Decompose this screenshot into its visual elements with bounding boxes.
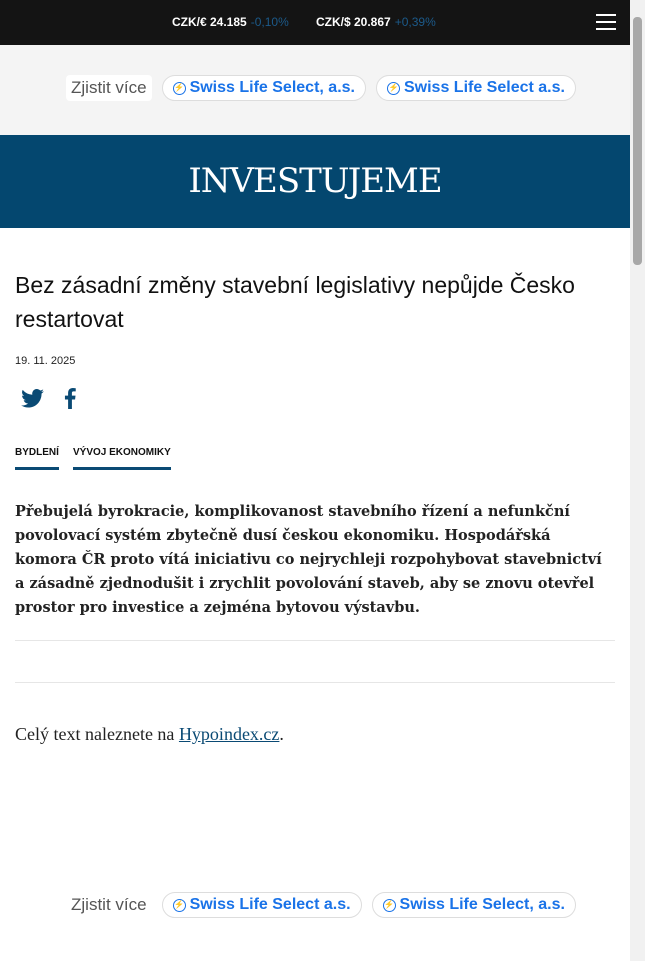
rate-eur [172,15,289,29]
ad-link-label: Swiss Life Select a.s. [403,79,565,96]
scrollbar-thumb[interactable] [633,17,642,265]
article-title: Bez zásadní změny stavební legislativy nepůjde Česko restartovat [15,272,575,332]
bolt-icon: ⚡ [387,82,400,95]
ad-bar-top [0,45,630,135]
hypoindex-link[interactable]: Hypoindex.cz [178,724,280,744]
bolt-icon: ⚡ [173,899,186,912]
divider [15,682,615,683]
site-logo[interactable]: INVESTUJEME [0,135,630,228]
article-date: 19. 11. 2025 [15,355,76,367]
top-bar [0,0,630,45]
rate-change: +0,39% [394,15,436,29]
ad-link-label: Swiss Life Select, a.s. [399,896,565,913]
ad-link-label: Swiss Life Select, a.s. [189,79,355,96]
rate-label: CZK/€ 24.185 [172,15,247,29]
rate-usd [316,15,436,29]
ad-bar-bottom [66,892,576,918]
ad-link-label: Swiss Life Select a.s. [189,896,351,913]
full-text-note [15,724,284,745]
tag-bydleni[interactable]: BYDLENÍ [15,447,59,470]
ad-link[interactable] [162,892,362,918]
full-text-prefix: Celý text naleznete na [15,724,179,744]
bolt-icon: ⚡ [383,899,396,912]
facebook-icon[interactable] [64,388,76,409]
divider [15,640,615,641]
full-text-suffix: . [279,724,284,744]
article-perex: Přebujelá byrokracie, komplikovanost stavebního řízení a nefunkční povolovací systém zbytečně dusí českou ekonomiku. Hospodářská komora ČR proto vítá iniciativu co nejrychleji rozpohybovat stavebnictví a zásadně zjednodušit i zrychlit povolování staveb, aby se znovu otevřel prostor pro investice a zejména bytovou výstavbu. [15,503,602,616]
ad-link[interactable] [376,75,576,101]
twitter-icon[interactable] [21,389,44,408]
menu-icon[interactable] [596,14,616,30]
tag-vyvoj-ekonomiky[interactable]: VÝVOJ EKONOMIKY [73,447,171,470]
rate-change: -0,10% [250,15,289,29]
ad-link[interactable] [162,75,366,101]
rate-label: CZK/$ 20.867 [316,15,391,29]
learn-more-label: Zjistit více [66,75,152,101]
bolt-icon: ⚡ [173,82,186,95]
learn-more-label: Zjistit více [66,892,152,918]
ad-link[interactable] [372,892,576,918]
scrollbar[interactable] [630,0,645,961]
